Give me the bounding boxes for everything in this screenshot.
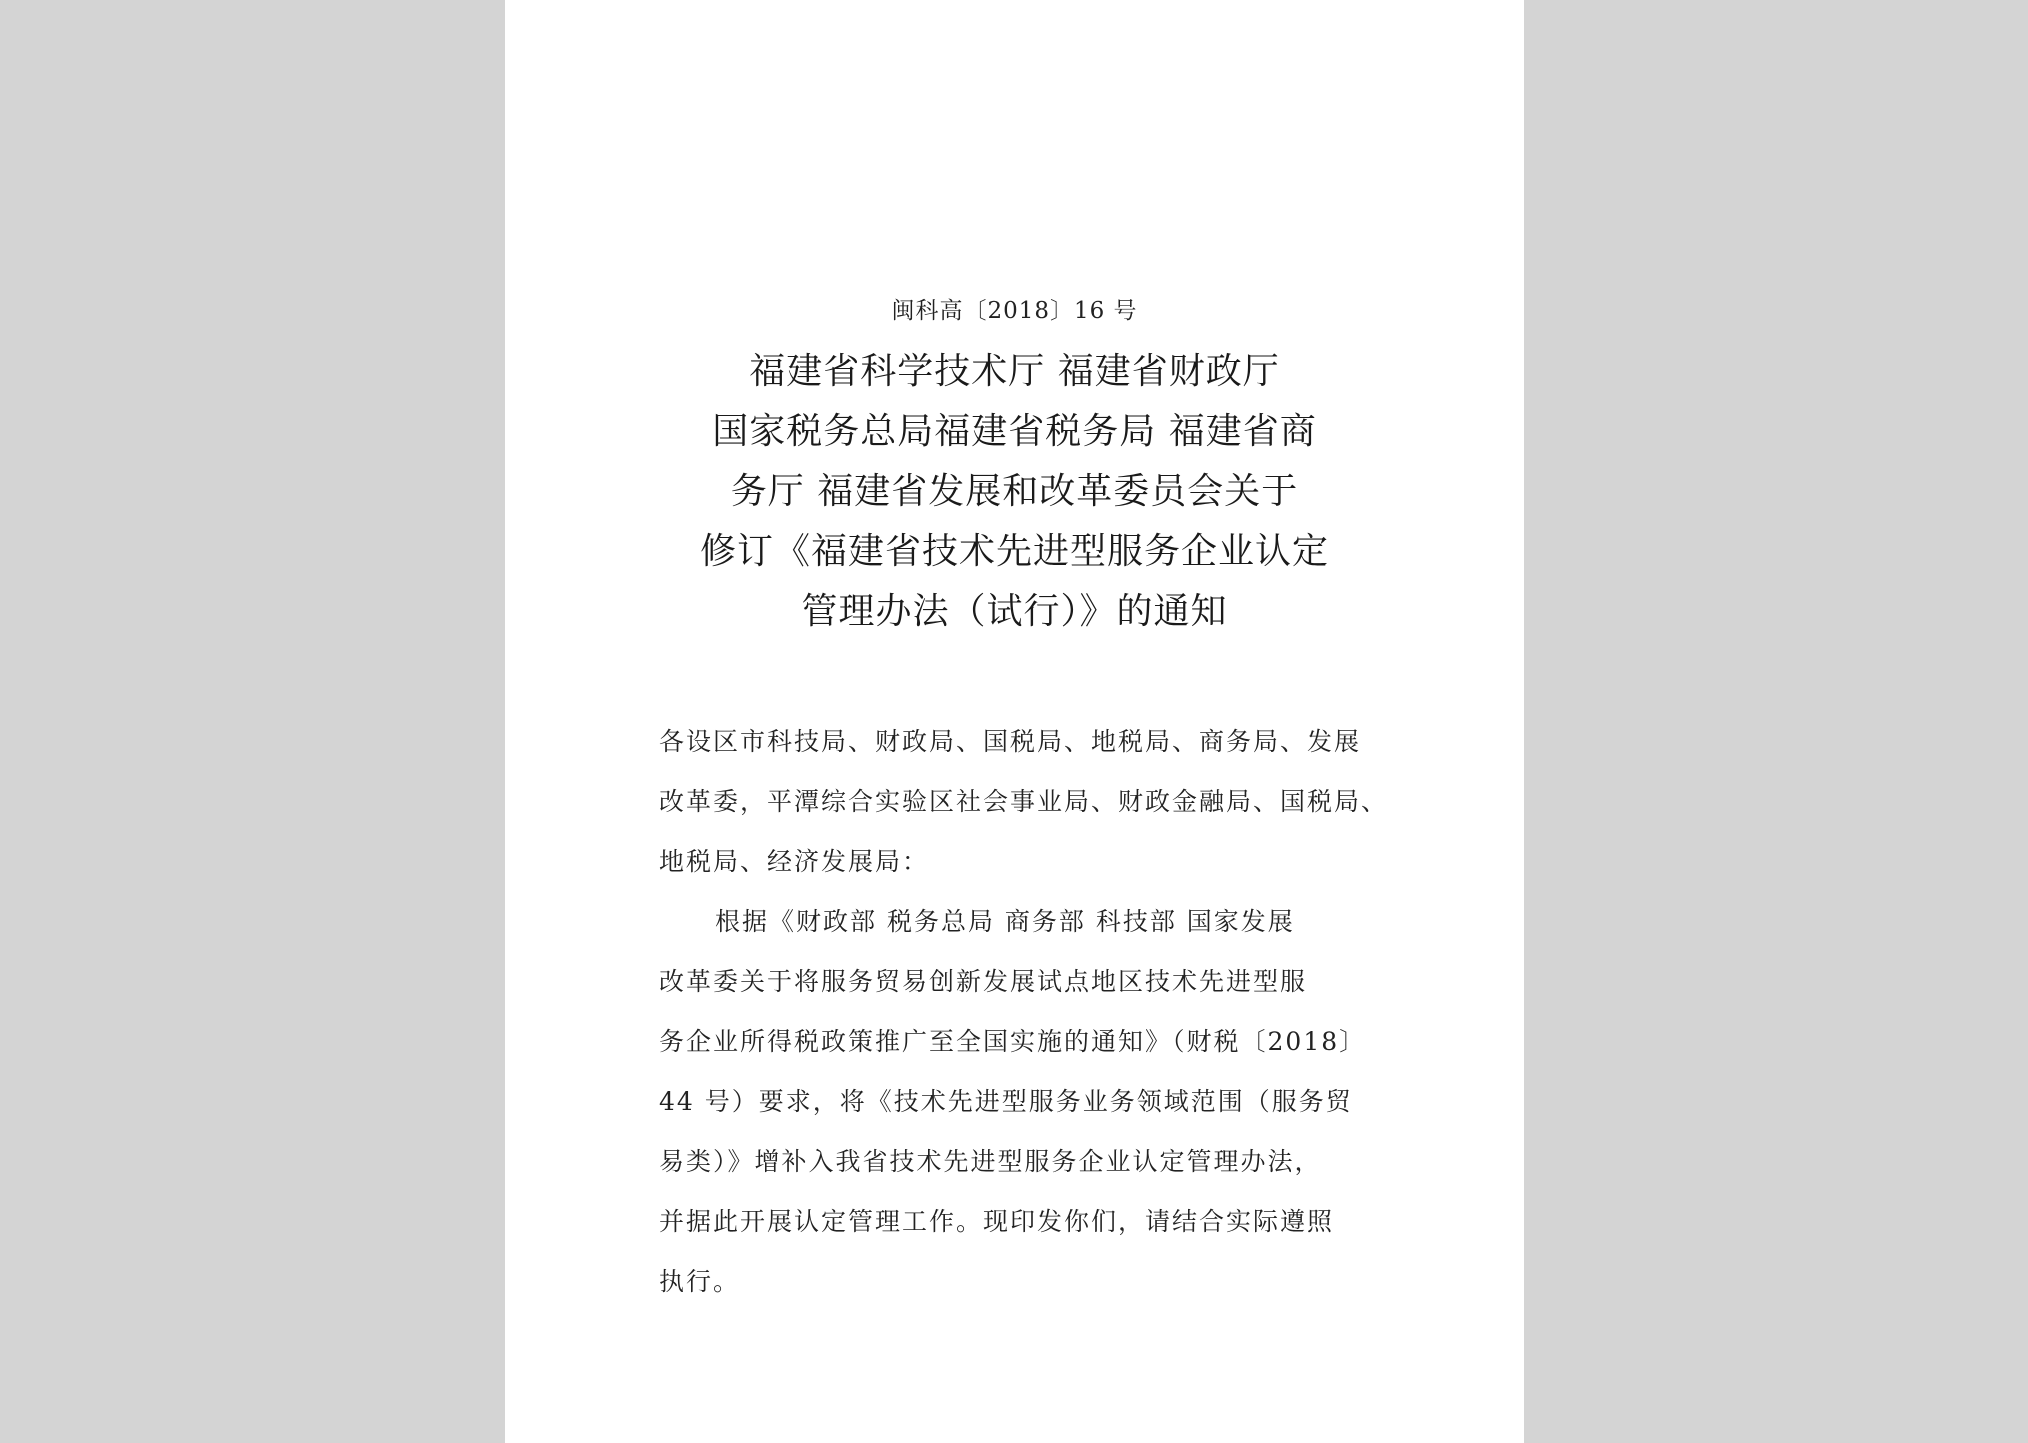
title-line: 国家税务总局福建省税务局 福建省商 xyxy=(712,411,1317,452)
title-line: 务厅 福建省发展和改革委员会关于 xyxy=(730,471,1299,512)
document-page xyxy=(505,0,1524,1443)
recipients-line: 各设区市科技局、财政局、国税局、地税局、商务局、发展 xyxy=(659,727,1362,756)
title-line: 福建省科学技术厅 福建省财政厅 xyxy=(749,351,1280,392)
paragraph-line: 44 号）要求，将《技术先进型服务业务领域范围（服务贸 xyxy=(659,1087,1353,1116)
paragraph-line: 改革委关于将服务贸易创新发展试点地区技术先进型服 xyxy=(659,967,1308,996)
document-number: 闽科高〔2018〕16 号 xyxy=(891,298,1138,324)
paragraph-line: 根据《财政部 税务总局 商务部 科技部 国家发展 xyxy=(715,907,1295,936)
paragraph-line: 并据此开展认定管理工作。现印发你们，请结合实际遵照 xyxy=(659,1207,1335,1236)
document-body xyxy=(659,712,1399,1312)
title-line: 管理办法（试行）》的通知 xyxy=(801,591,1228,632)
document-title xyxy=(505,342,1524,642)
recipients-line: 地税局、经济发展局： xyxy=(659,847,930,876)
title-line: 修订《福建省技术先进型服务企业认定 xyxy=(699,531,1329,572)
recipients-line: 改革委，平潭综合实验区社会事业局、财政金融局、国税局、 xyxy=(659,787,1389,816)
paragraph-line: 务企业所得税政策推广至全国实施的通知》（财税〔2018〕 xyxy=(659,1027,1367,1056)
paragraph-line: 执行。 xyxy=(659,1267,741,1296)
paragraph-line: 易类）》增补入我省技术先进型服务企业认定管理办法， xyxy=(659,1147,1322,1176)
